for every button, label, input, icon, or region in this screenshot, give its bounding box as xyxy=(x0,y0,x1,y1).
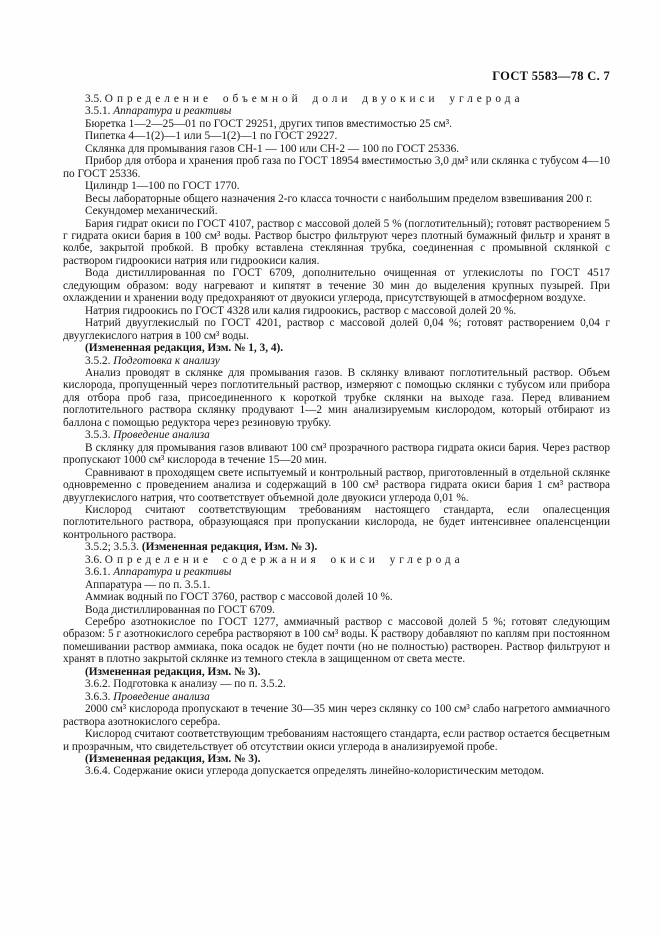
paragraph-18-body xyxy=(63,442,610,467)
paragraph-13-body xyxy=(63,317,610,342)
paragraph-28-amendment xyxy=(63,666,610,678)
text-run-normal: Бюретка 1—2—25—01 по ГОСТ 29251, других типов вместимостью 25 см³. xyxy=(85,117,452,130)
paragraph-15-subheading xyxy=(63,355,610,367)
paragraph-6-body xyxy=(63,155,610,180)
text-run-normal: В склянку для промывания газов вливают 100 см³ прозрачного раствора гидрата окиси бария. Через раствор пропускают 1000 см³ кислорода в течение 15—20 мин. xyxy=(63,441,610,467)
text-run-normal: Кислород считают соответствующим требованиям настоящего стандарта, если опалесценция поглотительного раствора, образующаяся при пропускании кислорода, не будет интенсивнее опаленсценции контрольного раствора. xyxy=(63,503,610,541)
text-run-normal: Натрия гидроокись по ГОСТ 4328 или калия гидроокись, раствор с массовой долей 20 %. xyxy=(85,304,517,317)
text-run-italic: Проведение анализа xyxy=(113,690,210,703)
paragraph-17-subheading xyxy=(63,429,610,441)
text-run-italic: Аппаратура и реактивы xyxy=(113,105,232,118)
text-run-normal: Склянка для промывания газов СН-1 — 100 или СН-2 — 100 по ГОСТ 25336. xyxy=(85,142,460,155)
text-run-normal: 3.5.2; 3.5.3. xyxy=(85,541,142,554)
text-run-normal: Вода дистиллированная по ГОСТ 6709, дополнительно очищенная от углекислоты по ГОСТ 4517 следующим образом: воду нагревают и кипятят в течение 30 мин до выделения крупных пузырей. При охлаждении и хранении воду предохраняют от двуокиси углерода, присутствующей в атмосферном воздухе. xyxy=(63,267,610,305)
paragraph-34-body xyxy=(63,765,610,777)
paragraph-20-body xyxy=(63,504,610,541)
paragraph-19-body xyxy=(63,467,610,504)
paragraph-9-body xyxy=(63,205,610,217)
text-run-normal: Цилиндр 1—100 по ГОСТ 1770. xyxy=(85,180,240,193)
paragraph-2-subheading xyxy=(63,105,610,117)
paragraph-16-body xyxy=(63,367,610,429)
paragraph-12-body xyxy=(63,305,610,317)
paragraph-10-body xyxy=(63,218,610,268)
text-run-spaced: Определение объемной доли двуокиси углерода xyxy=(104,93,524,105)
page-header-gost-number: ГОСТ 5583—78 С. 7 xyxy=(492,69,610,83)
text-run-normal: Пипетка 4—1(2)—1 или 5—1(2)—1 по ГОСТ 29227. xyxy=(85,130,338,143)
paragraph-27-body xyxy=(63,616,610,666)
paragraph-31-body xyxy=(63,703,610,728)
text-run-normal: 3.6.4. Содержание окиси углерода допускается определять линейно-колористическим методом. xyxy=(85,765,545,778)
text-run-normal: Секундомер механический. xyxy=(85,205,218,218)
paragraph-21-body xyxy=(63,541,610,553)
text-run-normal: 3.6. xyxy=(85,553,105,566)
paragraph-33-amendment xyxy=(63,753,610,765)
paragraph-30-subheading xyxy=(63,691,610,703)
text-run-normal: Серебро азотнокислое по ГОСТ 1277, аммиачный раствор с массовой долей 5 %; готовят следующим образом: 5 г азотнокислого серебра растворяют в 100 см³ воды. К раствору добавляют по каплям при постоянном помешивании раствор аммиака, пока осадок не будет почти (но не полностью) растворен. Раствор фильтруют и хранят в плотно закрытой склянке из темного стекла в защищенном от света месте. xyxy=(63,616,610,666)
paragraph-4-body xyxy=(63,130,610,142)
text-run-normal: Аммиак водный по ГОСТ 3760, раствор с массовой долей 10 %. xyxy=(85,591,393,604)
text-run-normal: Аппаратура — по п. 3.5.1. xyxy=(85,578,211,591)
text-run-normal: 3.6.3. xyxy=(85,690,114,703)
document-body xyxy=(63,93,610,778)
paragraph-8-body xyxy=(63,193,610,205)
text-run-normal: Кислород считают соответствующим требованиям настоящего стандарта, если раствор остается бесцветным и прозрачным, что свидетельствует об отсутствии окиси углерода в анализируемой пробе. xyxy=(63,728,610,753)
text-run-normal: Бария гидрат окиси по ГОСТ 4107, раствор с массовой долей 5 % (поглотительный); готовят растворением 5 г гидрата окиси бария в 100 см³ воды. Раствор быстро фильтруют через плотный бумажный фильтр и хранят в колбе, закрытой пробкой. В пробку вставлена стеклянная трубка, соединенная с промывной склянкой с раствором гидроокиси натрия или гидроокиси калия. xyxy=(63,217,610,267)
paragraph-3-body xyxy=(63,118,610,130)
paragraph-32-body xyxy=(63,728,610,753)
paragraph-11-body xyxy=(63,267,610,304)
text-run-normal: Вода дистиллированная по ГОСТ 6709. xyxy=(85,603,275,616)
paragraph-26-body xyxy=(63,604,610,616)
text-run-normal: Анализ проводят в склянке для промывания газов. В склянку вливают поглотительный раствор. Объем кислорода, пропущенный через поглотительный раствор, измеряют с помощью склянки с тубусом или прибора для отбора проб газа, присоединенного к короткой трубке склянки на выходе газа. Перед вливанием поглотительного раствора склянку продувают 1—2 мин анализируемым кислородом, который отбирают из баллона с помощью редуктора через резиновую трубку. xyxy=(63,366,610,429)
paragraph-25-body xyxy=(63,591,610,603)
text-run-normal: 3.6.2. Подготовка к анализу — по п. 3.5.2. xyxy=(85,678,286,691)
text-run-italic: Подготовка к анализу xyxy=(113,354,220,367)
text-run-normal: 3.6.1. xyxy=(85,566,114,579)
text-run-bold: (Измененная редакция, Изм. № 1, 3, 4). xyxy=(85,342,284,355)
text-run-normal: 3.5.2. xyxy=(85,354,114,367)
text-run-spaced: Определение содержания окиси углерода xyxy=(104,553,464,566)
paragraph-5-body xyxy=(63,143,610,155)
paragraph-23-subheading xyxy=(63,566,610,578)
paragraph-14-amendment xyxy=(63,342,610,354)
text-run-normal: 3.5.1. xyxy=(85,105,114,118)
text-run-italic: Аппаратура и реактивы xyxy=(113,566,232,579)
text-run-italic: Проведение анализа xyxy=(113,429,210,442)
text-run-normal: 3.5. xyxy=(85,93,105,105)
text-run-bold: (Измененная редакция, Изм. № 3). xyxy=(85,665,261,678)
paragraph-29-body xyxy=(63,678,610,690)
text-run-normal: Весы лабораторные общего назначения 2-го класса точности с наибольшим пределом взвешивания 200 г. xyxy=(85,192,593,205)
text-run-bold: (Измененная редакция, Изм. № 3). xyxy=(85,753,261,766)
text-run-bold: (Измененная редакция, Изм. № 3). xyxy=(141,541,318,554)
paragraph-24-body xyxy=(63,579,610,591)
paragraph-1-heading xyxy=(63,93,610,105)
paragraph-7-body xyxy=(63,180,610,192)
paragraph-22-heading xyxy=(63,554,610,566)
text-run-normal: 2000 см³ кислорода пропускают в течение 30—35 мин через склянку со 100 см³ слабо нагретого аммиачного раствора азотнокислого серебра. xyxy=(63,703,610,728)
text-run-normal: Сравнивают в проходящем свете испытуемый и контрольный раствор, приготовленный в отдельной склянке одновременно с проведением анализа и содержащий в 100 см³ раствора гидрата окиси бария 1 см³ раствора двууглекислого натрия, что соответствует объемной доле двуокиси углерода 0,01 %. xyxy=(63,466,610,504)
text-run-normal: 3.5.3. xyxy=(85,429,114,442)
text-run-normal: Натрий двууглекислый по ГОСТ 4201, раствор с массовой долей 0,04 %; готовят растворением 0,04 г двууглекислого натрия в 100 см³ воды. xyxy=(63,317,610,342)
text-run-normal: Прибор для отбора и хранения проб газа по ГОСТ 18954 вместимостью 3,0 дм³ или склянка с тубусом 4—10 по ГОСТ 25336. xyxy=(63,155,610,180)
